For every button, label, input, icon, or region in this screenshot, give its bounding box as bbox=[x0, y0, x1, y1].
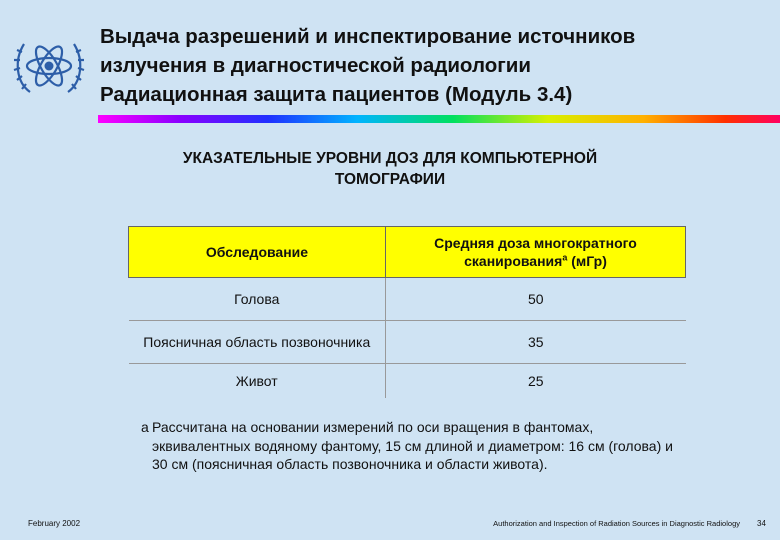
subtitle-line-2: ТОМОГРАФИИ bbox=[334, 171, 446, 188]
header-exam: Обследование bbox=[129, 227, 386, 278]
header-dose-unit: (мГр) bbox=[567, 253, 607, 269]
footer-date: February 2002 bbox=[28, 519, 81, 528]
slide-title bbox=[100, 22, 770, 109]
table-header-row bbox=[129, 227, 686, 278]
subtitle-line-1: УКАЗАТЕЛЬНЫЕ УРОВНИ ДОЗ ДЛЯ КОМПЬЮТЕРНОЙ bbox=[182, 150, 598, 167]
table-row bbox=[129, 364, 686, 399]
table-row bbox=[129, 321, 686, 364]
header-dose bbox=[386, 227, 686, 278]
iaea-atom-emblem-icon bbox=[8, 22, 90, 108]
footer-title: Authorization and Inspection of Radiation Sources in Diagnostic Radiology bbox=[493, 519, 740, 528]
page-number: 34 bbox=[757, 519, 766, 528]
footnote-text: Рассчитана на основании измерений по оси вращения в фантомах, эквивалентных водяному фантому, 15 см длиной и диаметром: 16 см (голова) и 30 см (поясничная область позвоночника и области живота). bbox=[152, 419, 673, 472]
row-exam: Живот bbox=[235, 372, 278, 389]
table-row bbox=[129, 278, 686, 321]
header-dose-line1: Средняя доза многократного bbox=[434, 235, 637, 251]
row-dose: 50 bbox=[386, 278, 686, 321]
row-dose: 25 bbox=[386, 364, 686, 399]
header-dose-footnote-mark: a bbox=[562, 252, 568, 263]
title-line-3: Радиационная защита пациентов (Модуль 3.4) bbox=[100, 83, 573, 106]
title-line-1: Выдача разрешений и инспектирование источников bbox=[100, 25, 636, 48]
row-exam: Поясничная область позвоночника bbox=[129, 321, 386, 364]
dose-reference-table bbox=[128, 226, 686, 398]
row-exam: Голова bbox=[129, 278, 386, 321]
row-dose: 35 bbox=[386, 321, 686, 364]
header-dose-line2: сканирования bbox=[464, 253, 563, 269]
rainbow-divider bbox=[98, 115, 780, 123]
footnote-mark: a bbox=[141, 419, 149, 435]
slide-subtitle bbox=[60, 148, 720, 190]
title-line-2: излучения в диагностической радиологии bbox=[100, 54, 531, 77]
